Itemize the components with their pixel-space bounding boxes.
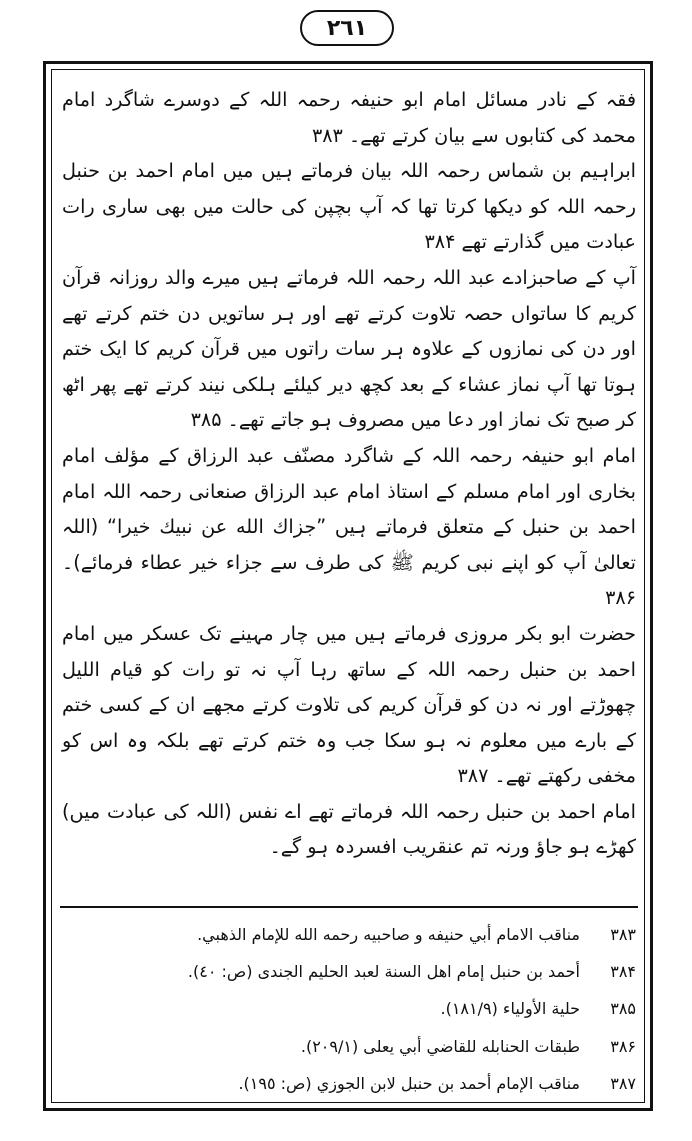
paragraph-text: امام ابو حنیفہ رحمہ اللہ کے شاگرد مصنّف عبد الرزاق کے مؤلف امام بخاری اور امام مسلم کے استاذ امام عبد الرزاق صنعانی رحمہ اللہ امام احمد بن حنبل کے متعلق فرماتے ہیں ”جزاك الله عن نبيك خيرا“ (اللہ تعالیٰ آپ کو اپنے نبی کریم ﷺ کی طرف سے جزاء خیر عطاء فرمائے)۔ <box>62 443 636 574</box>
paragraph-text: حضرت ابو بکر مروزی فرماتے ہیں میں چار مہینے تک عسکر میں امام احمد بن حنبل رحمہ اللہ کے ساتھ رہا آپ نہ تو رات کو قیام اللیل چھوڑتے اور نہ دن کو قرآن کریم کی تلاوت کرتے مجھے ان کے کسی ختم کے بارے میں معلوم نہ ہو سکا جب وہ ختم کرتے تھے بلکہ وہ اس کو مخفی رکھتے تھے۔ <box>62 621 636 788</box>
footnote-ref: ۳۸۷ <box>457 764 489 788</box>
footnote-ref: ۳۸۴ <box>424 230 456 254</box>
footnote <box>80 916 636 953</box>
footnote-number: ۳۸۳ <box>610 925 636 944</box>
footnote-number: ۳۸۶ <box>610 1036 636 1056</box>
paragraph <box>62 794 636 865</box>
body-text <box>62 82 636 865</box>
footnote <box>80 990 636 1027</box>
footnote-text: مناقب الإمام أحمد بن حنبل لابن الجوزي (ص: ١٩٥). <box>238 1073 580 1093</box>
footnote-text: حلية الأولياء (١٨١/٩). <box>440 999 580 1019</box>
footnote-text: طبقات الحنابله للقاضي أبي يعلى (٢٠٩/١). <box>300 1036 580 1056</box>
footnote <box>80 953 636 990</box>
footnotes <box>80 916 636 1102</box>
footnote-text: مناقب الامام أبي حنيفه و صاحبيه رحمه الله للإمام الذهبي. <box>197 925 580 944</box>
footnote-number: ۳۸۴ <box>610 962 636 982</box>
paragraph-text: آپ کے صاحبزادے عبد اللہ رحمہ اللہ فرماتے ہیں میرے والد روزانہ قرآن کریم کا ساتواں حصہ تلاوت کرتے تھے اور ہر ساتویں دن ختم کرتے تھے اور دن کی نمازوں کے علاوہ ہر سات راتوں میں قرآن کریم کا ایک ختم ہوتا تھا آپ نماز عشاء کے بعد کچھ دیر کیلئے ہلکی نیند کرتے تھے پھر اٹھ کر صبح تک نماز اور دعا میں مصروف ہو جاتے تھے۔ <box>62 265 636 432</box>
footnote-number: ۳۸۵ <box>610 999 636 1019</box>
footnote-ref: ۳۸۵ <box>190 408 222 432</box>
paragraph <box>62 616 636 794</box>
paragraph <box>62 260 636 438</box>
paragraph-text: امام احمد بن حنبل رحمہ اللہ فرماتے تھے اے نفس (اللہ کی عبادت میں) کھڑے ہو جاؤ ورنہ تم عنقریب افسردہ ہو گے۔ <box>62 799 636 859</box>
footnote-ref: ۳۸۶ <box>605 586 636 610</box>
footnote-number: ۳۸۷ <box>610 1073 636 1093</box>
paragraph <box>62 438 636 616</box>
paragraph <box>62 153 636 260</box>
page-number: ٢٦١ <box>300 10 394 46</box>
footnote <box>80 1065 636 1102</box>
paragraph <box>62 82 636 153</box>
footnote-divider <box>60 906 638 908</box>
footnote-ref: ۳۸۳ <box>311 123 343 147</box>
paragraph-text: فقہ کے نادر مسائل امام ابو حنیفہ رحمہ اللہ کے دوسرے شاگرد امام محمد کی کتابوں سے بیان کرتے تھے۔ <box>62 88 636 147</box>
footnote-text: أحمد بن حنبل إمام اهل السنة لعبد الحليم الجندى (ص: ٤٠). <box>187 962 580 982</box>
paragraph-text: ابراہیم بن شماس رحمہ اللہ بیان فرماتے ہیں میں امام احمد بن حنبل رحمہ اللہ کو دیکھا کرتا تھا کہ آپ بچپن کی حالت میں بھی ساری رات عبادت میں گذارتے تھے <box>62 159 636 254</box>
footnote <box>80 1028 636 1065</box>
